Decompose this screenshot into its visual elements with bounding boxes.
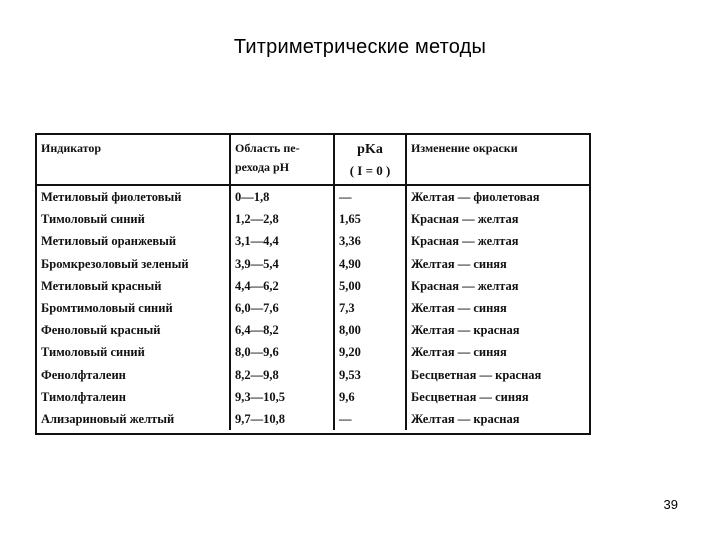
cell-indicator: Метиловый красный [41, 278, 162, 293]
table-row [37, 408, 589, 430]
cell-color-change: Желтая — синяя [406, 341, 589, 363]
cell-color-change: Красная — желтая [406, 230, 589, 252]
cell-pka: — [334, 185, 406, 208]
cell-pka: 9,20 [334, 341, 406, 363]
cell-indicator: Фенолфталеин [41, 367, 126, 382]
cell-color-change: Желтая — синяя [406, 253, 589, 275]
cell-pka: 5,00 [334, 275, 406, 297]
cell-transition-range: 3,9—5,4 [230, 253, 334, 275]
header-indicator: Индикатор [37, 135, 230, 185]
cell-color-change: Желтая — красная [406, 408, 589, 430]
cell-pka: 1,65 [334, 208, 406, 230]
cell-color-change: Желтая — синяя [406, 297, 589, 319]
cell-transition-range: 8,0—9,6 [230, 341, 334, 363]
header-pka-label: pKa [357, 142, 383, 157]
cell-pka: 9,53 [334, 364, 406, 386]
cell-pka: 8,00 [334, 319, 406, 341]
cell-transition-range: 3,1—4,4 [230, 230, 334, 252]
cell-indicator: Бромтимоловый синий [41, 301, 173, 316]
cell-transition-range: 9,3—10,5 [230, 386, 334, 408]
cell-pka: — [334, 408, 406, 430]
header-range-line2: рехода pH [235, 159, 290, 174]
cell-color-change: Бесцветная — красная [406, 364, 589, 386]
table-row [37, 185, 589, 208]
header-color-change: Изменение окраски [406, 135, 589, 185]
cell-transition-range: 6,4—8,2 [230, 319, 334, 341]
table-row [37, 319, 589, 341]
cell-indicator: Бромкрезоловый зеленый [41, 256, 189, 271]
table-row [37, 341, 589, 363]
cell-pka: 9,6 [334, 386, 406, 408]
table-row [37, 364, 589, 386]
cell-color-change: Желтая — фиолетовая [406, 185, 589, 208]
table-row [37, 275, 589, 297]
cell-color-change: Красная — желтая [406, 275, 589, 297]
cell-pka: 3,36 [334, 230, 406, 252]
cell-indicator: Ализариновый желтый [41, 411, 175, 426]
cell-indicator: Тимоловый синий [41, 212, 145, 227]
cell-indicator: Метиловый фиолетовый [41, 190, 182, 205]
table-row [37, 253, 589, 275]
cell-color-change: Бесцветная — синяя [406, 386, 589, 408]
cell-transition-range: 1,2—2,8 [230, 208, 334, 230]
table-row [37, 386, 589, 408]
cell-color-change: Желтая — красная [406, 319, 589, 341]
header-transition-range [230, 135, 334, 185]
cell-transition-range: 9,7—10,8 [230, 408, 334, 430]
header-pka [334, 135, 406, 185]
slide-title: Титриметрические методы [233, 36, 487, 58]
cell-transition-range: 0—1,8 [230, 185, 334, 208]
cell-indicator: Метиловый оранжевый [41, 234, 177, 249]
cell-indicator: Тимолфталеин [41, 389, 126, 404]
cell-transition-range: 6,0—7,6 [230, 297, 334, 319]
cell-pka: 7,3 [334, 297, 406, 319]
table-body [37, 185, 589, 430]
cell-indicator: Феноловый красный [41, 323, 161, 338]
indicator-table-grid [37, 135, 589, 430]
indicator-table [35, 133, 591, 435]
cell-indicator: Тимоловый синий [41, 345, 145, 360]
table-row [37, 230, 589, 252]
cell-transition-range: 4,4—6,2 [230, 275, 334, 297]
table-row [37, 208, 589, 230]
header-range-line1: Область пе- [235, 141, 300, 155]
table-header-row [37, 135, 589, 185]
page-number: 39 [663, 497, 678, 512]
table-row [37, 297, 589, 319]
cell-pka: 4,90 [334, 253, 406, 275]
cell-transition-range: 8,2—9,8 [230, 364, 334, 386]
cell-color-change: Красная — желтая [406, 208, 589, 230]
header-pka-condition: ( I = 0 ) [349, 162, 391, 178]
